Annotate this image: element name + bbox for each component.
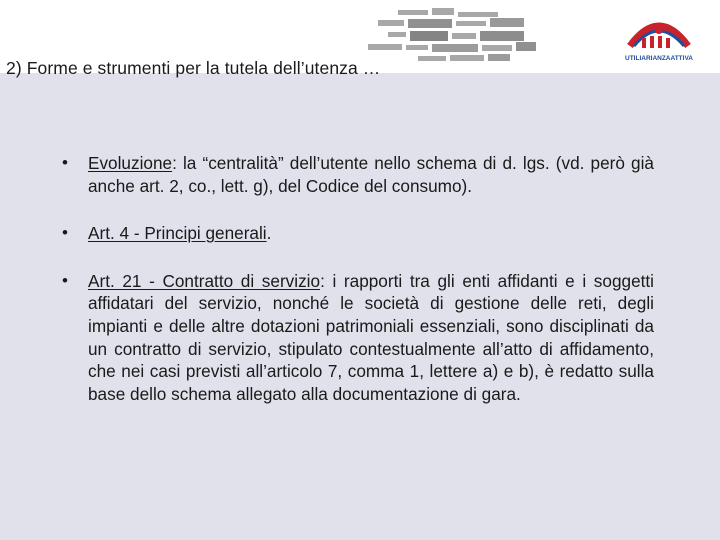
bullet-marker: • — [62, 153, 68, 172]
bullet-marker: • — [62, 270, 68, 290]
bullet-marker: • — [62, 223, 68, 243]
bullet-text: : i rapporti tra gli enti affidanti e i soggetti affidatari del servizio, nonché le società di gestione delle reti, degli impianti e delle altre dotazioni patrimoniali essenziali, sono disciplinati da un contratto di servizio, stipulato contestualmente all’atto di affidamento, che nei casi previsti all’articolo 7, comma 1, lettere a) e b), è redatto sulla base dello schema allegato alla documentazione di gara. — [88, 270, 655, 404]
link-art4[interactable]: Art. 4 - Principi generali — [88, 223, 267, 244]
bullet-art4 — [62, 222, 654, 245]
bullet-text: : la “centralità” dell’utente nello schema di d. lgs. (vd. però già anche art. 2, co., lett. g), del Codice del consumo). — [88, 153, 654, 196]
link-art21[interactable]: Art. 21 - Contratto di servizio — [88, 270, 321, 291]
wordcloud-graphic — [358, 4, 548, 68]
bullet-text: . — [266, 223, 272, 244]
page-title: 2) Forme e strumenti per la tutela dell’utenza … — [6, 58, 381, 78]
logo-caption: UTILIARIANZAATTIVA — [625, 55, 693, 62]
bullet-evoluzione — [62, 152, 654, 197]
bullet-list — [62, 152, 654, 430]
link-evoluzione[interactable]: Evoluzione — [88, 153, 173, 173]
bullet-art21 — [62, 270, 654, 406]
organization-logo — [620, 12, 698, 66]
